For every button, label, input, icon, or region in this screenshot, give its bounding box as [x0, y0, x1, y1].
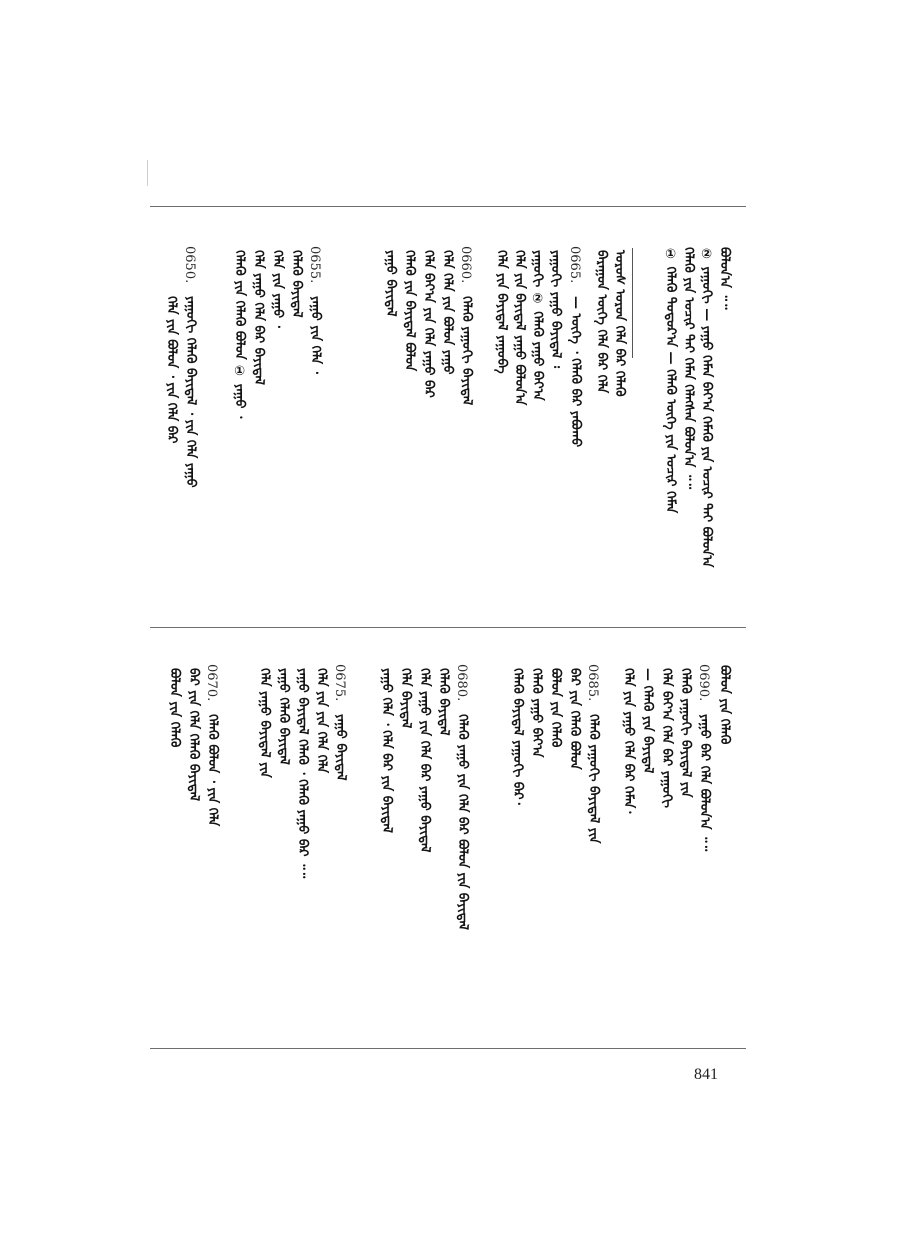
top-entry-4-line-2: ᠬᠡᠯᠡ ᠶᠢᠨ ᠪᠣᠯᠤᠨ ᠂ ᠶᠢᠨ ᠬᠡᠯᠡ ᠪᠡᠷ	[164, 296, 179, 444]
top-entry-2-line-4: ᠬᠡᠯᠡᠬᠦ ᠶᠢᠨ ᠪᠠᠶᠢᠳᠠᠯ ᠪᠣᠯᠤᠨ	[402, 250, 417, 372]
entry-number: 0675.	[332, 664, 347, 702]
top-entry-2-line-1: ᠬᠡᠯᠡᠬᠦ ᠶᠠᠭᠤᠬᠢ ᠪᠠᠶᠢᠳᠠᠯ	[459, 296, 474, 406]
bottom-entry-1-line-2: ᠪᠡᠷ ᠶᠢᠨ ᠬᠡᠯᠡᠬᠦ ᠪᠣᠯᠤᠨ	[567, 668, 582, 770]
top-entry-3-line-5: ᠬᠡᠯᠡᠬᠦ ᠶᠢᠨ ᠬᠡᠯᠡᠬᠦ ᠪᠣᠯᠤᠨ ① ᠶᠠᠭᠤ ᠂	[232, 250, 247, 419]
top-entry-1-line-1: — ᠦᠭᠡ ᠂ ᠬᠡᠯᠡᠬᠦ ᠪᠡᠷ ᠶᠠᠪᠤᠬᠤ	[568, 296, 583, 448]
bottom-entry-0-line-4: — ᠬᠡᠯᠡᠬᠦ ᠶᠢᠨ ᠪᠠᠶᠢᠳᠠᠯ	[640, 668, 655, 774]
footnote-4: ① ᠬᠡᠯᠡᠬᠦ ᠳᠣᠲᠣᠷ᠎ᠠ — ᠬᠡᠯᠡᠬᠦ ᠦᠭᠡ ᠶᠢᠨ ᠤᠴᠢᠷ ᠬᠡᠮᠡᠨ	[663, 247, 678, 514]
bottom-entry-1-line-5: ᠬᠡᠯᠡᠬᠦ ᠪᠠᠶᠢᠳᠠᠯ ᠶᠠᠭᠤᠬᠢ ᠪᠡᠷ᠂	[510, 668, 525, 805]
bottom-entry-0-line-1: ᠶᠠᠭᠤ ᠪᠡᠷ ᠬᠡᠯᠡ ᠪᠣᠯᠤᠨ᠎ᠠ ᠃᠃	[697, 714, 712, 852]
bottom-entry-2-line-2: ᠬᠡᠯᠡᠬᠦ ᠪᠠᠶᠢᠳᠠᠯ	[436, 668, 451, 736]
top-entry-4-line-1: ᠶᠠᠭᠤᠬᠢ ᠬᠡᠯᠡᠬᠦ ᠪᠠᠶᠢᠳᠠᠯ ᠂ ᠶᠢᠨ ᠬᠡᠯᠡ ᠶᠠᠭᠤ	[183, 296, 198, 488]
top-entry-1-line-5: ᠬᠡᠯᠡ ᠶᠢᠨ ᠪᠠᠶᠢᠳᠠᠯ ᠶᠠᠭᠤᠪᠠ	[494, 250, 509, 374]
entry-number: 0655.	[307, 246, 322, 284]
top-entry-0-line-1: ᠣᠷᠣᠰ ᠣᠷᠣᠨ ᠬᠡᠯᠡ ᠪᠡᠷ ᠬᠡᠯᠡᠬᠦ	[612, 250, 627, 397]
top-entry-1-line-3: ᠶᠠᠭᠤᠬᠢ ② ᠬᠡᠯᠡᠬᠦ ᠶᠠᠭᠤ ᠪᠠᠶ᠎ᠠ	[530, 250, 545, 401]
bottom-entry-3-line-1: ᠶᠠᠭᠤ ᠪᠠᠶᠢᠳᠠᠯ	[333, 714, 348, 781]
bottom-entry-1-line-3: ᠪᠣᠯᠤᠨ ᠶᠢᠨ ᠬᠡᠯᠡᠬᠦ	[548, 668, 563, 748]
middle-rule	[150, 627, 746, 628]
top-rule	[150, 206, 746, 207]
bottom-entry-3-line-3: ᠶᠠᠭᠤ ᠪᠠᠶᠢᠳᠠᠯ ᠬᠡᠯᠡᠬᠦ ᠂ ᠬᠡᠯᠡᠬᠦ ᠶᠠᠭᠤ ᠪᠡᠷ ᠃᠃	[295, 668, 310, 879]
bottom-entry-2-line-1: ᠬᠡᠯᠡᠬᠦ ᠶᠠᠭᠤ ᠶᠢᠨ ᠬᠡᠯᠡ ᠪᠡᠷ ᠪᠣᠯᠤᠨ ᠶᠢᠨ ᠪᠠᠶᠢᠳᠠᠯ	[455, 714, 470, 931]
bottom-entry-4-line-1: ᠬᠡᠯᠡᠬᠦ ᠪᠣᠯᠤᠨ ᠂ ᠶᠢᠨ ᠬᠡᠯᠡ	[205, 714, 220, 827]
top-entry-2-line-5: ᠶᠠᠭᠤ ᠪᠠᠶᠢᠳᠠᠯ	[383, 250, 398, 317]
bottom-entry-1-line-4: ᠬᠡᠯᠡᠬᠦ ᠶᠠᠭᠤ ᠪᠠᠶ᠎ᠠ	[529, 668, 544, 758]
bottom-entry-0-line-0: ᠪᠣᠯᠤᠨ ᠶᠢᠨ ᠬᠡᠯᠡᠬᠦ	[717, 665, 732, 745]
bottom-entry-3-line-5: ᠬᠡᠯᠡ ᠶᠠᠭᠤ ᠪᠠᠶᠢᠳᠠᠯ ᠶᠢᠨ	[257, 668, 272, 778]
top-entry-1-line-4: ᠬᠡᠯᠡ ᠶᠢᠨ ᠪᠠᠶᠢᠳᠠᠯ ᠶᠠᠭᠤ ᠪᠣᠯᠤᠨ᠎ᠠ	[512, 250, 527, 406]
top-entry-2-line-3: ᠬᠡᠯᠡ ᠪᠠᠶ᠎ᠠ ᠶᠢᠨ ᠬᠡᠯᠡ ᠶᠠᠭᠤ ᠪᠡᠷ	[421, 250, 436, 398]
bottom-entry-3-line-2: ᠬᠡᠯᠡ ᠶᠢᠨ ᠶᠢᠨ ᠬᠡᠯᠡ ᠬᠡᠯᠡ	[314, 668, 329, 774]
bottom-entry-4-line-3: ᠪᠣᠯᠤᠨ ᠶᠢᠨ ᠬᠡᠯᠡᠬᠦ	[167, 668, 182, 748]
bottom-entry-0-line-2: ᠬᠡᠯᠡᠬᠦ ᠶᠠᠭᠤᠬᠢ ᠪᠠᠶᠢᠳᠠᠯ ᠶᠢᠨ	[678, 668, 693, 798]
bottom-rule	[150, 1048, 746, 1049]
page-number: 841	[694, 1066, 718, 1083]
entry-number: 0680.	[454, 664, 469, 702]
footnote-3: ᠬᠡᠯᠡᠬᠦ ᠶᠢᠨ ᠤᠴᠢᠷ ᠲᠠᠶ ᠬᠡᠮᠡᠨ ᠬᠡᠯᠡᠭᠰᠡᠨ ᠪᠣᠯᠤᠨ᠎ᠠ ᠃᠃	[681, 247, 696, 490]
binding-mark	[147, 160, 148, 186]
top-entry-3-line-4: ᠬᠡᠯᠡ ᠶᠠᠭᠤ ᠬᠡᠯᠡ ᠪᠡᠷ ᠪᠠᠶᠢᠳᠠᠯ	[251, 250, 266, 385]
top-entry-1-line-2: ᠶᠠᠭᠤᠬᠢ ᠶᠠᠭᠤ ᠪᠠᠶᠢᠳᠠᠯ ᠄	[548, 250, 563, 369]
bottom-entry-4-line-2: ᠪᠡᠷ ᠶᠢᠨ ᠬᠡᠯᠡ ᠬᠡᠯᠡᠬᠦ ᠪᠠᠶᠢᠳᠠᠯ	[186, 668, 201, 802]
top-entry-3-line-3: ᠬᠡᠯᠡ ᠶᠢᠨ ᠶᠠᠭᠤ ᠂	[270, 250, 285, 328]
bottom-entry-1-line-1: ᠬᠡᠯᠡᠬᠦ ᠶᠠᠭᠤᠬᠢ ᠪᠠᠶᠢᠳᠠᠯ ᠶᠢᠨ	[586, 714, 601, 844]
top-entry-3-line-2: ᠬᠡᠯᠡᠬᠦ ᠪᠠᠶᠢᠳᠠᠯ	[289, 250, 304, 318]
bottom-entry-3-line-4: ᠶᠠᠭᠤ ᠬᠡᠯᠡᠬᠦ ᠪᠠᠶᠢᠳᠠᠯ	[276, 668, 291, 765]
entry-number: 0660.	[458, 246, 473, 284]
top-entry-3-line-1: ᠶᠠᠭᠤ ᠶᠢᠨ ᠬᠡᠯᠡ ᠂	[308, 296, 323, 374]
entry-number: 0670.	[204, 664, 219, 702]
bottom-entry-0-line-3: ᠬᠡᠯᠡ ᠪᠠᠶ᠎ᠠ ᠬᠡᠯᠡ ᠪᠡᠷ ᠶᠠᠭᠤᠬᠢ	[659, 668, 674, 808]
entry-number: 0685.	[585, 664, 600, 702]
bottom-entry-2-line-5: ᠶᠠᠭᠤ ᠬᠡᠯᠡ ᠂ ᠬᠡᠯᠡ ᠪᠡᠷ ᠶᠢᠨ ᠪᠠᠶᠢᠳᠠᠯ	[379, 668, 394, 833]
entry-number: 0665.	[567, 246, 582, 284]
top-entry-2-line-2: ᠬᠡᠯᠡ ᠬᠡᠯᠡ ᠶᠢᠨ ᠪᠣᠯᠤᠨ ᠶᠠᠭᠤ	[440, 250, 455, 375]
bottom-entry-2-line-3: ᠬᠡᠯᠡ ᠶᠠᠭᠤ ᠶᠢᠨ ᠬᠡᠯᠡ ᠪᠡᠷ ᠶᠠᠭᠤ ᠪᠠᠶᠢᠳᠠᠯ	[417, 668, 432, 853]
entry-number: 0690.	[696, 664, 711, 702]
footnote-2: ② ᠶᠠᠭᠤᠬᠢ — ᠶᠠᠭᠤ ᠬᠡᠮᠡᠨ ᠪᠠᠶ᠎ᠠ ᠬᠡᠮᠡᠬᠦ ᠶᠢᠨ ᠤᠴᠢᠷ ᠲᠠᠶ ᠪᠣᠯᠤᠨ᠎ᠠ	[699, 247, 714, 568]
footnote-separator	[632, 248, 633, 358]
footnote-1: ᠪᠣᠯᠤᠨ᠎ᠠ ᠃᠃	[717, 247, 732, 310]
top-entry-0-line-2: ᠪᠠᠷᠠᠭᠤᠨ ᠦᠭᠡ ᠬᠡᠯᠡ ᠪᠡᠷ ᠬᠡᠯᠡ	[594, 250, 609, 394]
bottom-entry-2-line-4: ᠬᠡᠯᠡ ᠪᠠᠶᠢᠳᠠᠯ	[398, 668, 413, 729]
entry-number: 0650.	[182, 246, 197, 284]
bottom-entry-0-line-5: ᠬᠡᠯᠡ ᠶᠢᠨ ᠶᠠᠭᠤ ᠬᠡᠯᠡ ᠪᠡᠷ ᠬᠡᠮᠡᠨ᠂	[621, 668, 636, 814]
